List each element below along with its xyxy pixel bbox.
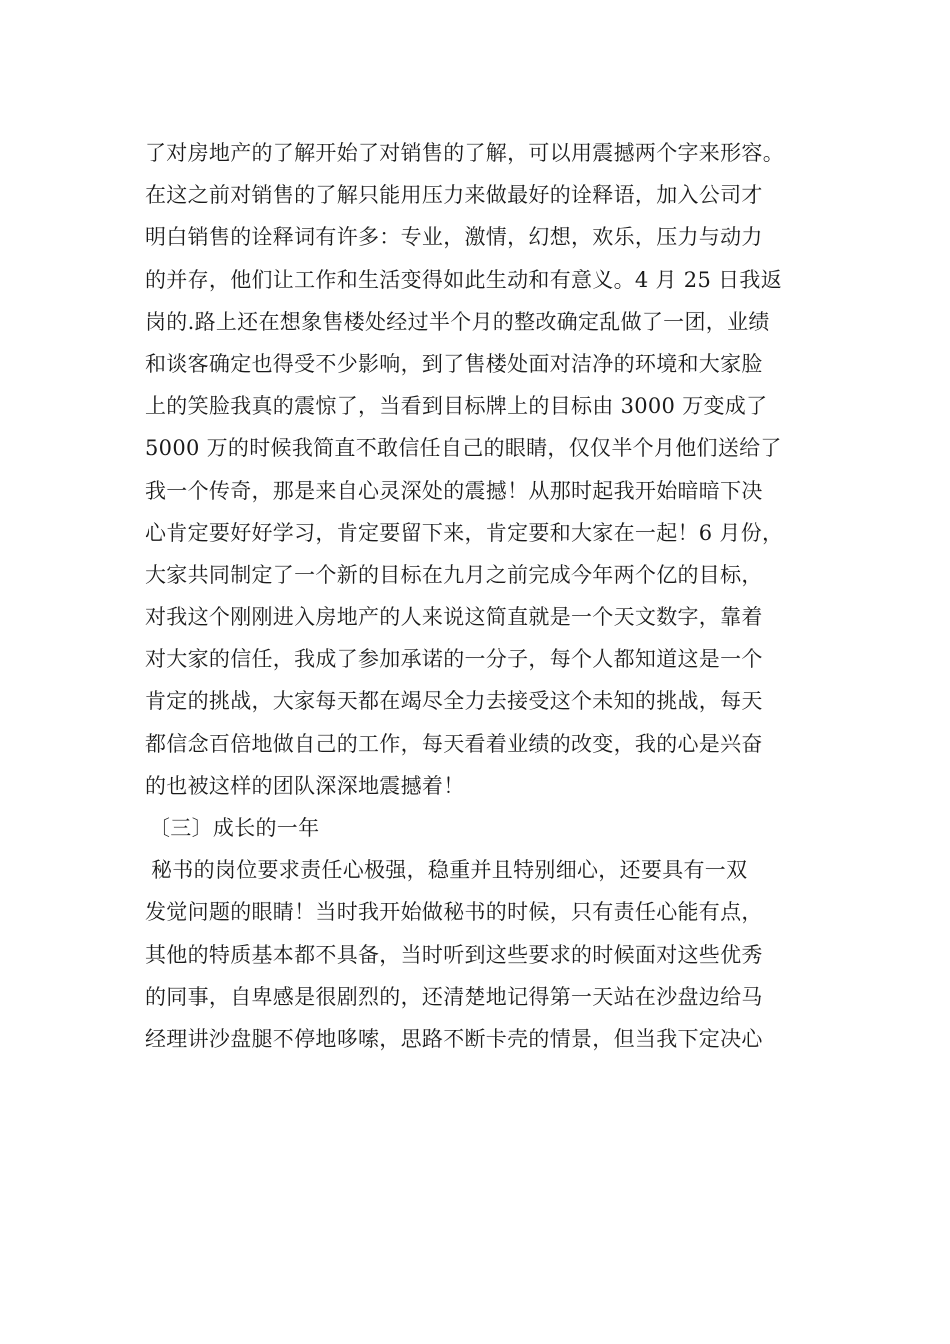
paragraph-line: 都信念百倍地做自己的工作，每天看着业绩的改变，我的心是兴奋 [145, 731, 763, 756]
paragraph-line: 的也被这样的团队深深地震撼着！ [145, 773, 465, 798]
paragraph-line: 和谈客确定也得受不少影响，到了售楼处面对洁净的环境和大家脸 [145, 351, 763, 376]
paragraph-line: 对我这个刚刚进入房地产的人来说这简直就是一个天文数字，靠着 [145, 605, 763, 630]
paragraph-line: 心肯定要好好学习，肯定要留下来，肯定要和大家在一起！6 月份， [145, 520, 784, 545]
section-paragraph-line: 其他的特质基本都不具备，当时听到这些要求的时候面对这些优秀 [145, 942, 763, 967]
paragraph-line: 的并存，他们让工作和生活变得如此生动和有意义。4 月 25 日我返 [145, 267, 783, 292]
paragraph-line: 明白销售的诠释词有许多：专业，激情，幻想，欢乐，压力与动力 [145, 225, 763, 250]
section-paragraph-line: 发觉问题的眼睛！当时我开始做秘书的时候，只有责任心能有点， [145, 900, 763, 925]
section-paragraph-line: 秘书的岗位要求责任心极强，稳重并且特别细心，还要具有一双 [151, 858, 748, 883]
paragraph-line: 上的笑脸我真的震惊了，当看到目标牌上的目标由 3000 万变成了 [145, 394, 768, 419]
paragraph-line: 岗的.路上还在想象售楼处经过半个月的整改确定乱做了一团，业绩 [145, 309, 770, 334]
section-paragraph-line: 经理讲沙盘腿不停地哆嗦，思路不断卡壳的情景，但当我下定决心 [145, 1026, 763, 1051]
paragraph-line: 大家共同制定了一个新的目标在九月之前完成今年两个亿的目标， [145, 562, 763, 587]
paragraph-line: 了对房地产的了解开始了对销售的了解，可以用震撼两个字来形容。 [145, 141, 784, 165]
paragraph-line: 对大家的信任，我成了参加承诺的一分子，每个人都知道这是一个 [145, 647, 763, 672]
section-heading: 〔三〕成长的一年 [149, 816, 320, 840]
body-text [145, 132, 845, 1060]
section-paragraph-line: 的同事，自卑感是很剧烈的，还清楚地记得第一天站在沙盘边给马 [145, 984, 763, 1009]
paragraph-line: 5000 万的时候我简直不敢信任自己的眼睛，仅仅半个月他们送给了 [145, 436, 782, 461]
paragraph-line: 肯定的挑战，大家每天都在竭尽全力去接受这个未知的挑战，每天 [145, 689, 763, 714]
paragraph-line: 在这之前对销售的了解只能用压力来做最好的诠释语，加入公司才 [145, 183, 763, 208]
paragraph-line: 我一个传奇，那是来自心灵深处的震撼！从那时起我开始暗暗下决 [145, 478, 763, 503]
